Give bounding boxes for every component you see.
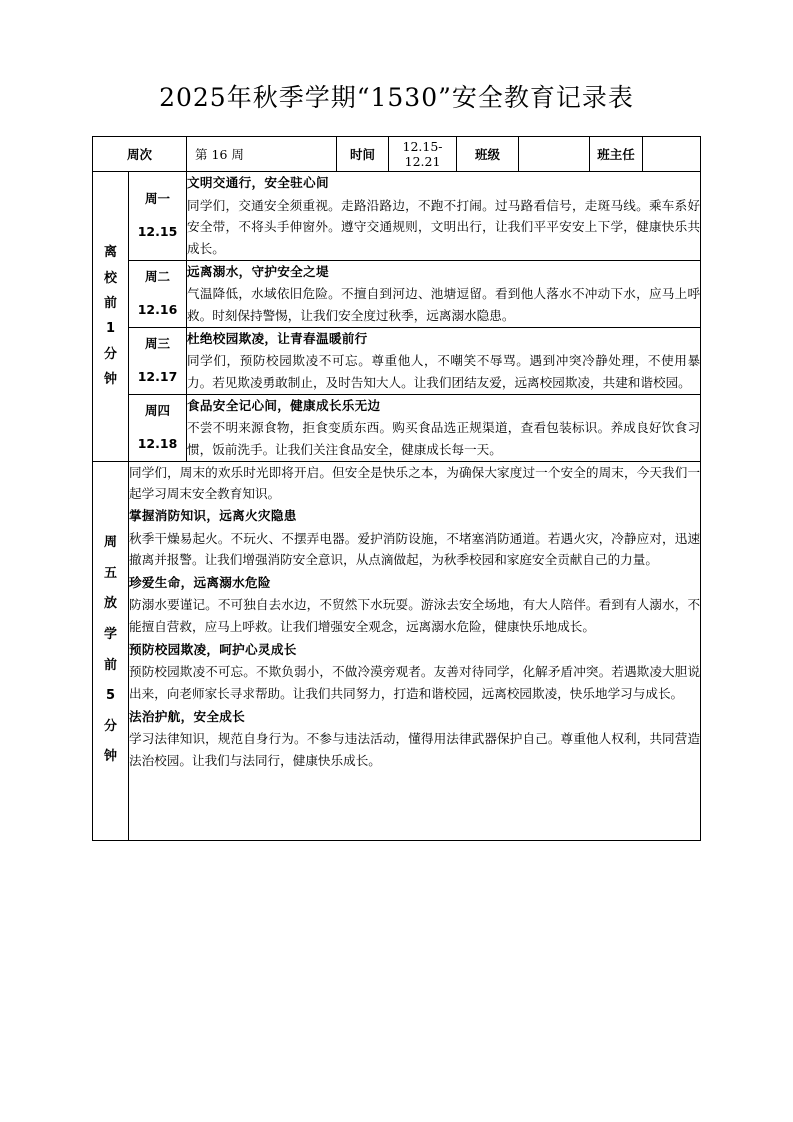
content-body: 学习法律知识，规范自身行为。不参与违法活动，懂得用法律武器保护自己。尊重他人权利，共同营造法治校园。让我们与法同行，健康快乐成长。 [129,731,701,769]
content-subtitle: 法治护航，安全成长 [129,708,246,724]
label-char: 五 [103,565,117,581]
content-body: 预防校园欺凌不可忘。不欺负弱小，不做冷漠旁观者。友善对待同学，化解矛盾冲突。若遇欺凌大胆说出来，向老师家长寻求帮助。让我们共同努力，打造和谐校园，远离校园欺凌，快乐地学习与成长。 [129,664,701,702]
content-subtitle: 预防校园欺凌，呵护心灵成长 [129,641,297,657]
day-cell-wednesday [129,327,187,394]
content-subtitle: 食品安全记心间，健康成长乐无边 [187,397,381,413]
section-label-before-leave [93,172,129,462]
friday-block-law [129,706,700,772]
class-value-cell[interactable] [519,137,590,171]
content-body: 秋季干燥易起火。不玩火、不摆弄电器。爱护消防设施，不堵塞消防通道。若遇火灾，冷静应对，迅速撤离并报警。让我们增强消防安全意识，从点滴做起，为秋季校园和家庭安全贡献自己的力量。 [129,530,701,568]
label-char: 1 [105,321,116,337]
content-cell-tuesday [187,260,701,327]
table-header-row [93,137,701,172]
content-cell-monday [187,172,701,261]
label-char: 放 [103,596,117,612]
page-title: 2025年秋季学期“1530”安全教育记录表 [159,83,634,112]
friday-block-fire [129,505,700,571]
class-teacher-group [519,137,701,172]
day-name: 周三 [145,336,171,352]
friday-block-drowning [129,572,700,638]
label-char: 学 [103,626,117,642]
label-char: 校 [103,270,117,286]
day-date: 12.18 [137,435,178,451]
label-char: 分 [103,718,117,734]
content-cell-friday [129,461,701,840]
class-label-cell: 班级 [457,137,519,172]
safety-education-record-table [92,136,701,841]
label-char: 钟 [103,371,117,387]
table-row-friday [93,461,701,840]
day-date: 12.17 [137,368,178,384]
day-cell-monday [129,172,187,261]
label-char: 5 [105,688,116,704]
content-subtitle: 杜绝校园欺凌，让青春温暖前行 [187,330,368,346]
table-row [93,394,701,461]
table-row [93,327,701,394]
day-date: 12.16 [137,301,178,317]
teacher-label-cell: 班主任 [590,137,643,171]
content-cell-wednesday [187,327,701,394]
day-name: 周一 [145,191,171,207]
day-cell-tuesday [129,260,187,327]
content-body: 同学们，交通安全须重视。走路沿路边，不跑不打闹。过马路看信号，走斑马线。乘车系好安全带，不将头手伸窗外。遵守交通规则，文明出行，让我们平平安安上下学，健康快乐共成长。 [187,197,701,256]
section-label-friday [93,461,129,840]
label-char: 前 [103,295,117,311]
day-name: 周二 [145,269,171,285]
day-cell-thursday [129,394,187,461]
time-value-cell[interactable]: 12.15-12.21 [389,137,457,172]
content-subtitle: 珍爱生命，远离溺水危险 [129,574,271,590]
content-body: 气温降低，水域依旧危险。不擅自到河边、池塘逗留。看到他人落水不冲动下水，应马上呼救。时刻保持警惕，让我们安全度过秋季，远离溺水隐患。 [187,286,701,323]
day-name: 周四 [145,403,171,419]
content-body: 同学们，预防校园欺凌不可忘。尊重他人，不嘲笑不辱骂。遇到冲突冷静处理，不使用暴力。若见欺凌勇敢制止，及时告知大人。让我们团结友爱，远离校园欺凌，共建和谐校园。 [187,353,701,390]
content-cell-thursday [187,394,701,461]
label-char: 周 [103,535,117,551]
content-subtitle: 远离溺水，守护安全之堤 [187,263,329,279]
label-char: 分 [103,346,117,362]
content-subtitle: 文明交通行，安全驻心间 [187,175,329,190]
time-label-cell: 时间 [337,137,389,172]
label-char: 离 [103,245,117,261]
week-value-cell[interactable]: 第 16 周 [187,137,337,172]
table-row [93,172,701,261]
week-label-cell: 周次 [93,137,187,172]
day-date: 12.15 [137,223,178,239]
label-char: 钟 [103,749,117,765]
content-body: 防溺水要谨记。不可独自去水边，不贸然下水玩耍。游泳去安全场地，有大人陪伴。看到有人溺水，不能擅自营救，应马上呼救。让我们增强安全观念，远离溺水危险，健康快乐地成长。 [129,597,701,635]
friday-intro: 同学们，周末的欢乐时光即将开启。但安全是快乐之本，为确保大家度过一个安全的周末，今天我们一起学习周末安全教育知识。 [129,464,701,502]
teacher-value-cell[interactable] [643,137,701,171]
friday-block-bullying [129,639,700,705]
label-char: 前 [103,657,117,673]
table-row [93,260,701,327]
content-subtitle: 掌握消防知识，远离火灾隐患 [129,507,297,523]
content-body: 不尝不明来源食物，拒食变质东西。购买食品选正规渠道，查看包装标识。养成良好饮食习惯，饭前洗手。让我们关注食品安全，健康成长每一天。 [187,420,701,457]
